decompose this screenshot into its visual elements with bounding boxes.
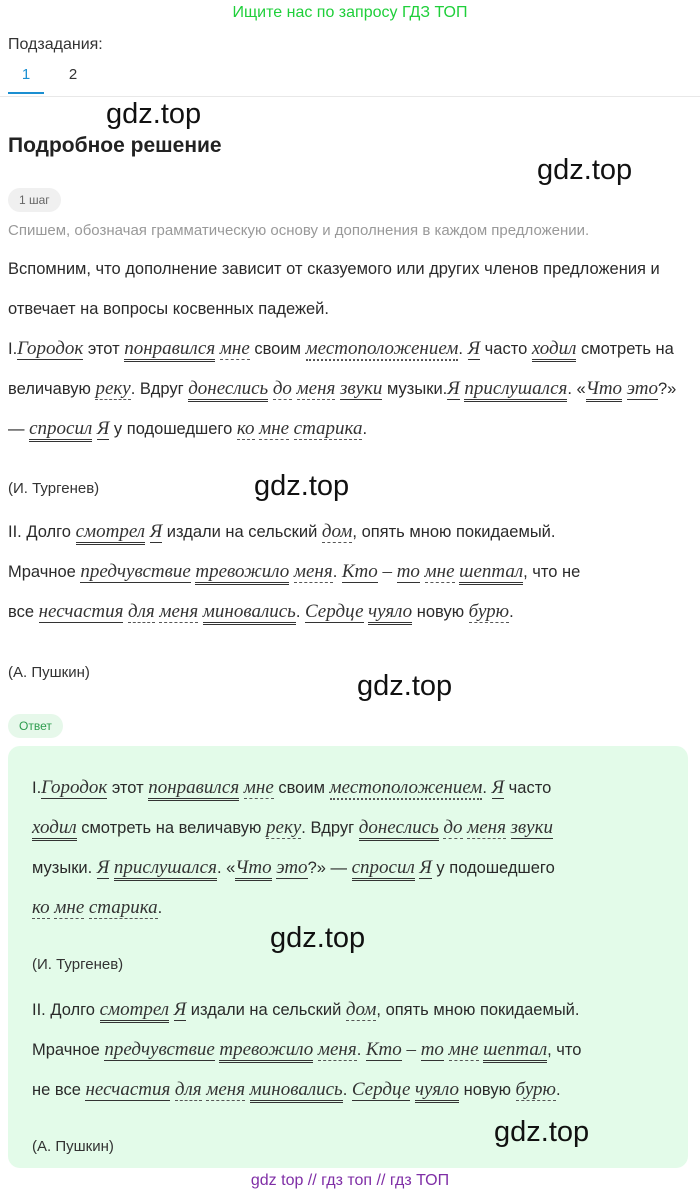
tabs-divider: [0, 96, 700, 97]
watermark: gdz.top: [357, 670, 453, 702]
watermark: gdz.top: [270, 922, 366, 954]
author-pushkin: (А. Пушкин): [8, 664, 90, 681]
author-turgenev: (И. Тургенев): [8, 480, 100, 497]
watermark: gdz.top: [537, 154, 633, 186]
sentence-1-answer: I.Городок этот понравился мне своим местоположением. Я часто ходил смотреть на величавую реку. Вдруг донеслись до меня звуки музыки. Я прислушался. «Что это?» — спросил Я у подошедшего ко мне старика.: [32, 777, 555, 918]
search-banner: Ищите нас по запросу ГДЗ ТОП: [232, 4, 468, 21]
solution-title: Подробное решение: [8, 134, 222, 157]
answer-panel: [8, 746, 688, 1168]
sentence-2-solution: II. Долго смотрел Я издали на сельский дом, опять мною покидаемый. Мрачное предчувствие тревожило меня. Кто – то мне шептал, что не все несчастия для меня миновались. Сердце чуяло новую бурю.: [8, 512, 688, 632]
explanation-text: Вспомним, что дополнение зависит от сказуемого или других членов предложения и отвечает на вопросы косвенных падежей.: [8, 260, 660, 318]
subtasks-label: Подзадания:: [8, 36, 103, 53]
watermark: gdz.top: [254, 470, 350, 502]
author-turgenev: (И. Тургенев): [32, 956, 124, 973]
sentence-2-answer: II. Долго смотрел Я издали на сельский дом, опять мною покидаемый. Мрачное предчувствие тревожило меня. Кто – то мне шептал, что не все несчастия для меня миновались. Сердце чуяло новую бурю.: [32, 990, 664, 1110]
step-hint: Спишем, обозначая грамматическую основу и дополнения в каждом предложении.: [8, 222, 590, 239]
step-badge: 1 шаг: [8, 188, 61, 212]
watermark: gdz.top: [494, 1116, 590, 1148]
tab-subtask-1[interactable]: 1: [8, 66, 44, 94]
sentence-1-solution: I.Городок этот понравился мне своим местоположением. Я часто ходил смотреть на величавую реку. Вдруг донеслись до меня звуки музыки.Я прислушался. «Что это?» — спросил Я у подошедшего ко мне старика.: [8, 329, 688, 449]
footer-links[interactable]: gdz top // гдз топ // гдз ТОП: [250, 1172, 450, 1189]
author-pushkin: (А. Пушкин): [32, 1138, 114, 1155]
watermark: gdz.top: [106, 98, 202, 130]
answer-badge: Ответ: [8, 714, 63, 738]
tab-subtask-2[interactable]: 2: [68, 66, 78, 83]
